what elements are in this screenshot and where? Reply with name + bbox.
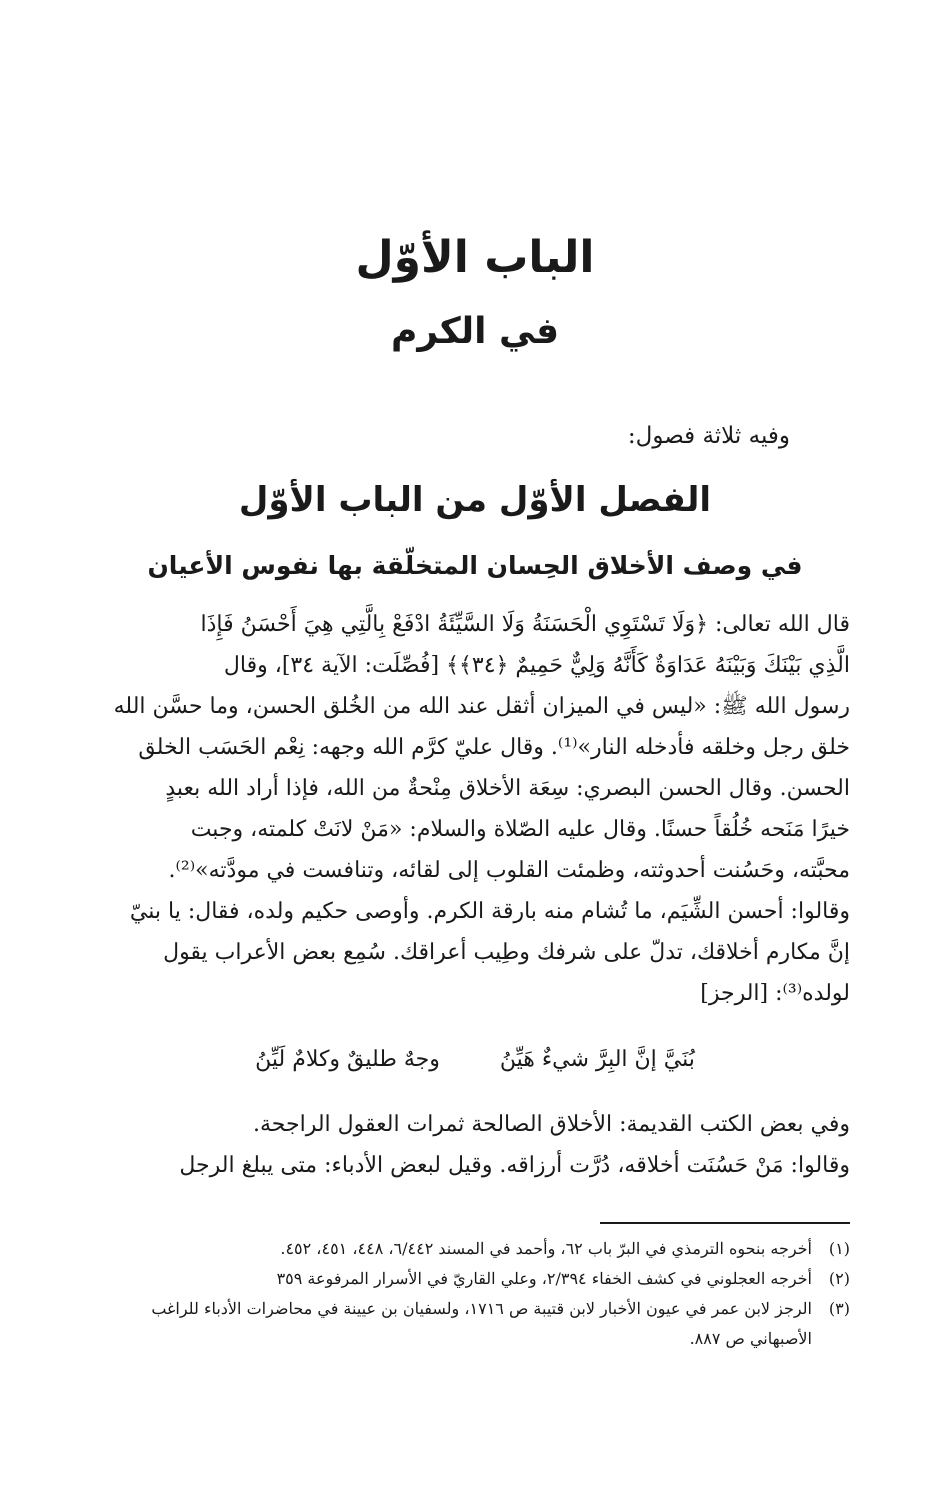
body-line: وقالوا: أحسن الشِّيَم، ما تُشام منه بارقة الكرم. وأوصى حكيم ولده، فقال: يا بنيّ — [129, 899, 850, 924]
body-line: وقالوا: مَنْ حَسُنَت أخلاقه، دُرَّت أرزاقه. وقيل لبعض الأدباء: متى يبلغ الرجل — [179, 1153, 850, 1178]
body-line: محبَّته، وحَسُنت أحدوثته، وظمئت القلوب إلى لقائه، وتنافست في مودَّته»⁽²⁾. — [168, 858, 850, 883]
body-line: خيرًا مَنَحه خُلُقاً حسنًا. وقال عليه الصّلاة والسلام: «مَنْ لانَتْ كلمته، وجبت — [190, 817, 850, 842]
body-line: الَّذِي بَيْنَكَ وَبَيْنَهُ عَدَاوَةٌ كَأَنَّهُ وَلِيٌّ حَمِيمٌ ﴿٣٤﴾﴾ [فُصِّلَت: الآية ٣٤]، وقال — [223, 653, 850, 678]
body-line: قال الله تعالى: ﴿وَلَا تَسْتَوِي الْحَسَنَةُ وَلَا السَّيِّئَةُ ادْفَعْ بِالَّتِي هِيَ أَحْسَنُ فَإِذَا — [200, 612, 850, 637]
verse-hemistich-first: بُنَيَّ إنَّ البِرَّ شيءٌ هَيِّنُ — [499, 1047, 695, 1072]
body-line: لولده⁽³⁾: [الرجز] — [700, 981, 850, 1006]
footnote-item — [100, 1234, 850, 1264]
intro-line: وفيه ثلاثة فصول: — [627, 423, 790, 449]
footnote-number: (٢) — [828, 1269, 850, 1288]
body-line: وفي بعض الكتب القديمة: الأخلاق الصالحة ثمرات العقول الراجحة. — [253, 1112, 850, 1137]
footnote-number: (١) — [828, 1239, 850, 1258]
chapter-subtitle: في الكرم — [390, 311, 560, 352]
chapter-title: الباب الأوّل — [355, 232, 595, 283]
footnote-item — [100, 1264, 850, 1294]
section-subtitle: في وصف الأخلاق الحِسان المتخلّقة بها نفوس الأعيان — [147, 551, 803, 580]
footnote-separator — [600, 1222, 850, 1224]
body-text-continued — [100, 1104, 850, 1186]
poetry-verse — [100, 1040, 850, 1080]
footnote-number: (٣) — [828, 1299, 850, 1318]
footnote-text: الرجز لابن عمر في عيون الأخبار لابن قتيبة ص ١٧١٦، ولسفيان بن عيينة في محاضرات الأدباء للراغب الأصبهاني ص ٨٨٧. — [151, 1299, 812, 1348]
body-line: خلق رجل وخلقه فأدخله النار»⁽¹⁾. وقال عليّ كرَّم الله وجهه: نِعْم الحَسَب الخلق — [138, 735, 850, 760]
body-line: الحسن. وقال الحسن البصري: سِعَة الأخلاق مِنْحةٌ من الله، فإذا أراد الله بعبدٍ — [165, 776, 850, 801]
footnote-text: أخرجه العجلوني في كشف الخفاء ٢/٣٩٤، وعلي القاريّ في الأسرار المرفوعة ٣٥٩ — [276, 1269, 812, 1288]
footnote-text: أخرجه بنحوه الترمذي في البرّ باب ٦٢، وأحمد في المسند ٦/٤٤٢، ٤٤٨، ٤٥١، ٤٥٢. — [280, 1239, 812, 1258]
footnote-item — [100, 1294, 850, 1354]
footnotes — [100, 1234, 850, 1354]
verse-hemistich-second: وجهٌ طليقٌ وكلامٌ لَيِّنُ — [255, 1047, 440, 1072]
section-title: الفصل الأوّل من الباب الأوّل — [238, 480, 712, 520]
body-line: رسول الله ﷺ: «ليس في الميزان أثقل عند الله من الخُلق الحسن، وما حسَّن الله — [113, 694, 850, 719]
body-text — [100, 604, 850, 1014]
body-line: إنَّ مكارم أخلاقك، تدلّ على شرفك وطِيب أعراقك. سُمِع بعض الأعراب يقول — [163, 940, 850, 965]
